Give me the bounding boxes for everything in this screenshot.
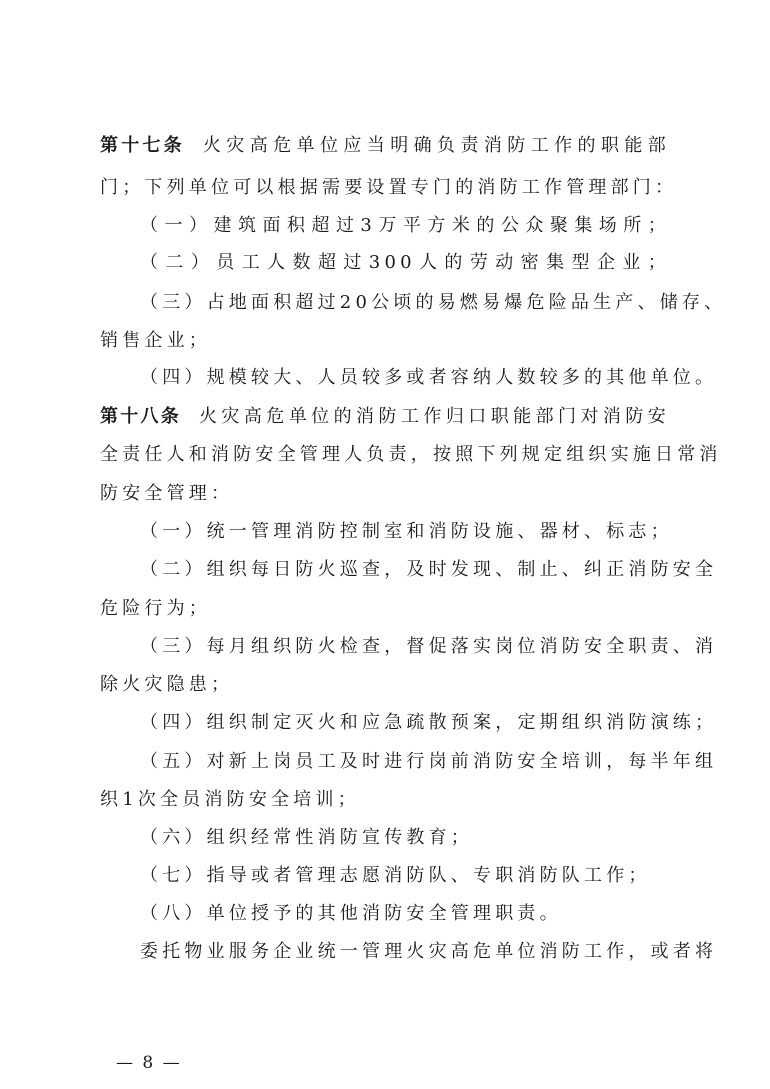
page-number: — 8 — [116,1053,182,1073]
article-18-line-1 [100,405,670,429]
continuation-line: 委托物业服务企业统一管理火灾高危单位消防工作，或者将 [140,941,718,962]
article-18-item-2: （二）组织每日防火巡查，及时发现、制止、纠正消防安全 [140,559,718,580]
article-17-line-1 [100,134,670,158]
article-18-item-2-cont: 危险行为； [100,598,211,619]
article-17-text-1: 火灾高危单位应当明确负责消防工作的职能部 [202,135,671,156]
article-17-item-3: （三）占地面积超过20公顷的易燃易爆危险品生产、储存、 [140,292,727,313]
article-17-item-1: （一）建筑面积超过3万平方米的公众聚集场所； [140,215,670,236]
article-17-item-2: （二）员工人数超过300人的劳动密集型企业； [140,252,670,273]
article-18-item-8: （八）单位授予的其他消防安全管理职责。 [140,903,562,924]
article-18-item-1: （一）统一管理消防控制室和消防设施、器材、标志； [140,521,673,542]
article-18-item-7: （七）指导或者管理志愿消防队、专职消防队工作； [140,865,651,886]
article-17-line-2: 门；下列单位可以根据需要设置专门的消防工作管理部门： [100,177,678,198]
article-18-line-3: 防安全管理： [100,483,234,504]
article-17-item-4: （四）规模较大、人员较多或者容纳人数较多的其他单位。 [140,367,718,388]
article-18-item-3-cont: 除火灾隐患； [100,674,234,695]
article-17-label: 第十七条 [100,135,185,156]
article-18-line-2: 全责任人和消防安全管理人负责，按照下列规定组织实施日常消 [100,444,722,465]
article-18-item-3: （三）每月组织防火检查，督促落实岗位消防安全职责、消 [140,636,718,657]
article-18-item-4: （四）组织制定灭火和应急疏散预案，定期组织消防演练； [140,712,718,733]
article-18-item-5-cont: 织1次全员消防安全培训； [100,789,360,810]
article-18-item-6: （六）组织经常性消防宣传教育； [140,827,473,848]
article-18-text-1: 火灾高危单位的消防工作归口职能部门对消防安 [198,406,670,427]
article-18-item-5: （五）对新上岗员工及时进行岗前消防安全培训，每半年组 [140,751,718,772]
article-17-item-3-cont: 销售企业； [100,330,211,351]
article-18-label: 第十八条 [100,406,181,427]
